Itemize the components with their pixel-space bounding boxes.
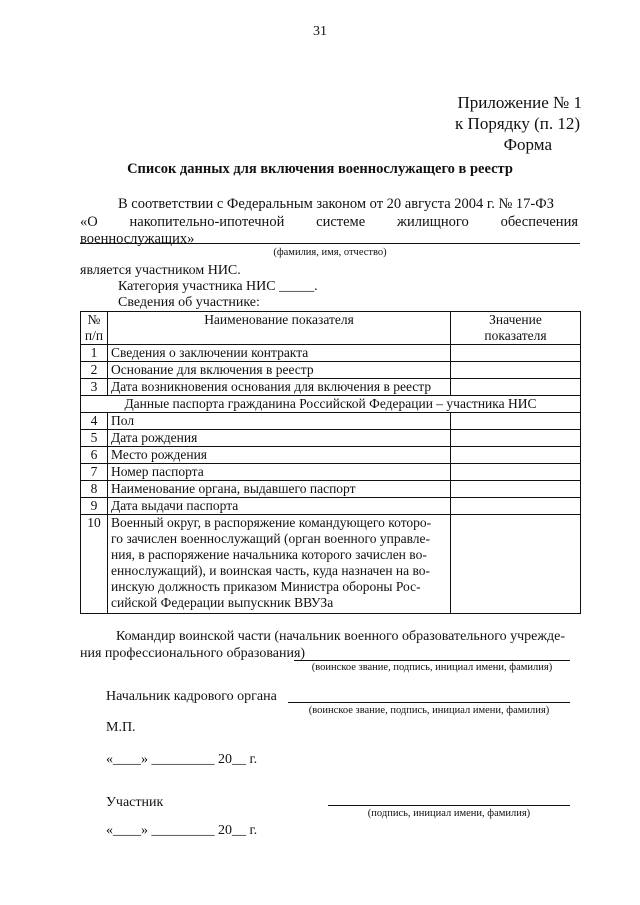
- row-num: 6: [81, 447, 108, 464]
- table-row: [81, 379, 581, 396]
- row10-line-4: еннослужащий), и воинская часть, куда назначен на во-: [111, 563, 431, 578]
- commander-caption: (воинское звание, подпись, инициал имени, фамилия): [311, 662, 553, 673]
- header-value-line-2: показателя: [484, 328, 547, 343]
- table-row: [81, 464, 581, 481]
- participant-signature-line[interactable]: [328, 805, 570, 806]
- header-num-line-2: п/п: [84, 328, 104, 343]
- row10-line-6: сийской Федерации выпускник ВВУЗа: [111, 595, 334, 610]
- row-num: 1: [81, 345, 108, 362]
- row-value[interactable]: [451, 430, 581, 447]
- row-value[interactable]: [451, 413, 581, 430]
- hr-caption: (воинское звание, подпись, инициал имени, фамилия): [308, 705, 550, 716]
- date-line-2: «____» _________ 20__ г.: [106, 823, 258, 838]
- passport-section-row: [81, 396, 581, 413]
- hr-label: Начальник кадрового органа: [106, 689, 277, 704]
- participant-caption: (подпись, инициал имени, фамилия): [367, 808, 531, 819]
- row-num: 3: [81, 379, 108, 396]
- fio-caption: (фамилия, имя, отчество): [273, 247, 387, 258]
- indicators-table: [80, 311, 581, 614]
- row-num: 9: [81, 498, 108, 515]
- commander-line-1: Командир воинской части (начальник военного образовательного учрежде-: [116, 629, 566, 644]
- row10-line-3: ния, в распоряжение начальника которого зачислен во-: [111, 547, 427, 562]
- document-title: Список данных для включения военнослужащего в реестр: [127, 161, 513, 177]
- row-num: 5: [81, 430, 108, 447]
- row-name: [108, 515, 451, 614]
- row-num: 10: [81, 515, 108, 614]
- appendix-line-1: Приложение № 1: [457, 93, 582, 112]
- header-num: [81, 312, 108, 345]
- hr-signature-line[interactable]: [288, 702, 570, 703]
- commander-line-2: ния профессионального образования): [80, 646, 306, 661]
- row-num: 2: [81, 362, 108, 379]
- row-value[interactable]: [451, 345, 581, 362]
- row-value[interactable]: [451, 447, 581, 464]
- table-row: [81, 447, 581, 464]
- table-row: [81, 498, 581, 515]
- table-row: [81, 345, 581, 362]
- row-name: Основание для включения в реестр: [108, 362, 451, 379]
- table-row: [81, 515, 581, 614]
- header-num-line-1: №: [87, 312, 101, 327]
- row-name: Номер паспорта: [108, 464, 451, 481]
- table-row: [81, 481, 581, 498]
- passport-section-header: Данные паспорта гражданина Российской Федерации – участника НИС: [81, 396, 581, 413]
- appendix-line-2: к Порядку (п. 12): [455, 114, 580, 133]
- row-num: 8: [81, 481, 108, 498]
- header-value: [451, 312, 581, 345]
- date-line-1: «____» _________ 20__ г.: [106, 752, 258, 767]
- fio-underline: [80, 243, 580, 244]
- page-number: 31: [313, 24, 327, 39]
- row-value[interactable]: [451, 464, 581, 481]
- row-value[interactable]: [451, 379, 581, 396]
- row10-line-2: го зачислен военнослужащий (орган военного управле-: [111, 531, 430, 546]
- row-value[interactable]: [451, 481, 581, 498]
- row-name: Сведения о заключении контракта: [108, 345, 451, 362]
- table-row: [81, 362, 581, 379]
- row-value[interactable]: [451, 515, 581, 614]
- row10-line-5: инскую должность приказом Министра обороны Рос-: [111, 579, 421, 594]
- category-line: Категория участника НИС _____.: [118, 279, 318, 294]
- table-header-row: [81, 312, 581, 345]
- row-name: Пол: [108, 413, 451, 430]
- row-value[interactable]: [451, 498, 581, 515]
- intro-line-1: В соответствии с Федеральным законом от 20 августа 2004 г. № 17-ФЗ: [118, 196, 554, 212]
- table-row: [81, 413, 581, 430]
- row-num: 4: [81, 413, 108, 430]
- appendix-line-3: Форма: [503, 135, 552, 154]
- row-name: Дата возникновения основания для включения в реестр: [108, 379, 451, 396]
- stamp-label: М.П.: [106, 720, 136, 735]
- row-name: Наименование органа, выдавшего паспорт: [108, 481, 451, 498]
- participant-label: Участник: [106, 795, 164, 810]
- header-value-line-1: Значение: [489, 312, 542, 327]
- header-name: Наименование показателя: [108, 312, 451, 345]
- info-line: Сведения об участнике:: [118, 295, 260, 310]
- row10-line-1: Военный округ, в распоряжение командующего которо-: [111, 515, 432, 530]
- row-name: Дата выдачи паспорта: [108, 498, 451, 515]
- row-name: Дата рождения: [108, 430, 451, 447]
- participant-line: является участником НИС.: [80, 263, 241, 278]
- row-value[interactable]: [451, 362, 581, 379]
- row-name: Место рождения: [108, 447, 451, 464]
- commander-signature-line[interactable]: [294, 660, 570, 661]
- table-row: [81, 430, 581, 447]
- intro-line-2: «О накопительно-ипотечной системе жилищного обеспечения военнослужащих»: [80, 214, 578, 247]
- row-num: 7: [81, 464, 108, 481]
